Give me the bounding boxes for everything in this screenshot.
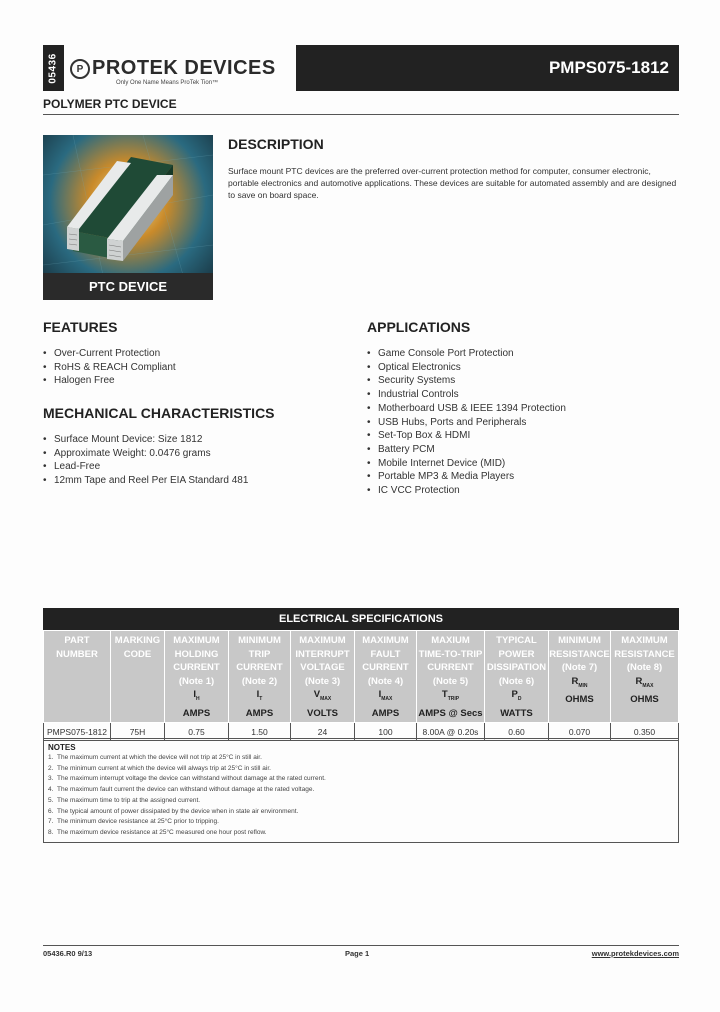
note-item <box>48 785 674 796</box>
symbol-subscript: T <box>259 696 263 703</box>
mechanical-item: • Approximate Weight: 0.0476 grams <box>43 447 248 461</box>
spec-header-line: MINIMUM <box>238 635 281 646</box>
application-item: • Set-Top Box & HDMI <box>367 429 566 443</box>
spec-header-line: VOLTAGE <box>300 662 345 674</box>
spec-cell: 0.350 <box>611 723 679 741</box>
spec-header-unit: OHMS <box>630 694 659 706</box>
spec-header-line: (Note 2) <box>241 675 278 687</box>
spec-header-unit: WATTS <box>500 707 533 719</box>
mechanical-item: • Surface Mount Device: Size 1812 <box>43 433 248 447</box>
spec-header-cell <box>355 631 417 723</box>
note-text: The maximum current at which the device will not trip at 25°C in still air. <box>57 754 262 761</box>
mechanical-list <box>43 433 248 488</box>
note-number: 6. <box>48 807 54 815</box>
applications-heading: APPLICATIONS <box>367 319 471 335</box>
spec-header-line: MARKING <box>114 635 161 646</box>
note-item <box>48 796 674 807</box>
spec-header-unit: OHMS <box>565 694 594 706</box>
note-number: 2. <box>48 764 54 772</box>
application-item: • Portable MP3 & Media Players <box>367 470 566 484</box>
symbol-letter: T <box>441 689 448 701</box>
header-divider <box>43 114 679 115</box>
description-text: Surface mount PTC devices are the preferred over-current protection method for computer, consumer electronic, portable electronics and automotive applications. These devices are suitable for automated assembly and are designed to save on board space. <box>228 166 677 200</box>
spec-header-line: CURRENT <box>173 662 220 674</box>
spec-header-line: MAXIUM <box>431 635 470 646</box>
description-heading: DESCRIPTION <box>228 136 324 152</box>
spec-header-unit: AMPS <box>245 707 274 719</box>
spec-cell: 24 <box>291 723 355 741</box>
spec-header-cell <box>485 631 549 723</box>
notes-heading: NOTES <box>48 743 76 752</box>
symbol-letter: I <box>193 689 196 701</box>
note-item <box>48 807 674 818</box>
spec-header-line: MAXIMUM <box>299 635 346 646</box>
note-item <box>48 764 674 775</box>
image-caption: PTC DEVICE <box>43 273 213 300</box>
spec-header-line: POWER <box>498 648 535 660</box>
note-text: The minimum current at which the device will always trip at 25°C in still air. <box>57 764 271 772</box>
spec-header-line: NUMBER <box>56 648 98 660</box>
spec-header-line: (Note 5) <box>432 675 469 687</box>
spec-header-line: (Note 3) <box>304 675 341 687</box>
spec-header-line: CURRENT <box>427 662 474 674</box>
spec-header-line: DISSIPATION <box>486 662 547 674</box>
application-item: • Battery PCM <box>367 443 566 457</box>
product-category: POLYMER PTC DEVICE <box>43 97 177 111</box>
spec-header-line: MINIMUM <box>558 635 601 646</box>
application-item: • Industrial Controls <box>367 388 566 402</box>
brand-name: PROTEK DEVICES <box>92 57 276 79</box>
application-item: • Motherboard USB & IEEE 1394 Protection <box>367 402 566 416</box>
spec-cell: 75H <box>111 723 165 741</box>
spec-header-cell <box>165 631 229 723</box>
feature-item: • Over-Current Protection <box>43 347 176 361</box>
spec-header-symbol <box>611 675 678 693</box>
logo-mark-icon: P <box>70 59 90 79</box>
spec-header-cell <box>291 631 355 723</box>
application-item: • Mobile Internet Device (MID) <box>367 457 566 471</box>
note-text: The maximum fault current the device can withstand without damage at the rated voltage. <box>57 786 315 794</box>
spec-header-cell <box>111 631 165 723</box>
footer-doc-revision: 05436.R0 9/13 <box>43 949 93 958</box>
note-text: The maximum device resistance at 25°C measured one hour post reflow. <box>57 828 267 836</box>
spec-header-symbol <box>355 688 416 706</box>
note-number: 5. <box>48 796 54 804</box>
symbol-letter: R <box>571 675 579 687</box>
spec-header-symbol <box>417 688 484 706</box>
applications-list <box>367 347 566 498</box>
symbol-letter: I <box>378 689 382 701</box>
note-item <box>48 753 674 764</box>
spec-header-cell <box>549 631 611 723</box>
note-text: The maximum interrupt voltage the device can withstand without damage at the rated current. <box>57 775 326 783</box>
spec-header-line: (Note 8) <box>626 662 663 674</box>
note-number: 1. <box>48 754 54 761</box>
spec-header-line: CODE <box>123 648 152 660</box>
spec-header-symbol <box>549 675 610 693</box>
application-item: • USB Hubs, Ports and Peripherals <box>367 416 566 430</box>
note-text: The maximum time to trip at the assigned current. <box>57 796 201 804</box>
spec-header-row <box>44 631 679 723</box>
spec-header-line: CURRENT <box>362 662 409 674</box>
spec-header-cell <box>417 631 485 723</box>
features-heading: FEATURES <box>43 319 118 335</box>
symbol-subscript: MIN <box>578 682 588 689</box>
note-text: The minimum device resistance at 25°C prior to tripping. <box>57 818 219 826</box>
spec-header-line: HOLDING <box>174 648 219 660</box>
spec-header-line: RESISTANCE <box>549 648 610 660</box>
spec-header-line: TIME-TO-TRIP <box>418 648 483 660</box>
spec-cell: 0.070 <box>549 723 611 741</box>
application-item: • IC VCC Protection <box>367 484 566 498</box>
mechanical-heading: MECHANICAL CHARACTERISTICS <box>43 405 275 421</box>
symbol-letter: R <box>635 675 643 687</box>
note-number: 7. <box>48 818 54 826</box>
spec-cell: 1.50 <box>229 723 291 741</box>
spec-table-title: ELECTRICAL SPECIFICATIONS <box>43 608 679 630</box>
note-item <box>48 828 674 839</box>
spec-header-line: (Note 6) <box>498 675 535 687</box>
spec-header-line: (Note 4) <box>367 675 404 687</box>
part-number-title: PMPS075-1812 <box>548 58 669 77</box>
footer-website-link[interactable]: www.protekdevices.com <box>591 949 679 958</box>
spec-header-line: CURRENT <box>236 662 283 674</box>
note-text: The typical amount of power dissipated by the device when in state air environment. <box>57 807 299 815</box>
spec-header-line: MAXIMUM <box>621 635 668 646</box>
symbol-letter: I <box>256 689 260 701</box>
spec-header-unit: AMPS <box>182 707 211 719</box>
part-number-banner <box>296 45 679 91</box>
spec-header-cell <box>44 631 111 723</box>
notes-box <box>43 738 679 843</box>
spec-header-unit: AMPS <box>371 707 400 719</box>
spec-header-line: FAULT <box>370 648 401 660</box>
symbol-subscript: MAX <box>642 682 654 689</box>
spec-header-line: RESISTANCE <box>614 648 675 660</box>
feature-item: • RoHS & REACH Compliant <box>43 361 176 375</box>
spec-header-line: INTERRUPT <box>295 648 350 660</box>
document-number-tab <box>43 45 64 91</box>
spec-cell: PMPS075-1812 <box>44 723 111 741</box>
symbol-subscript: MAX <box>381 696 393 703</box>
application-item: • Optical Electronics <box>367 361 566 375</box>
spec-header-line: (Note 1) <box>178 675 215 687</box>
symbol-subscript: H <box>196 696 200 703</box>
footer-divider <box>43 945 679 946</box>
product-image <box>43 135 213 300</box>
spec-cell: 0.75 <box>165 723 229 741</box>
symbol-subscript: MAX <box>320 696 332 703</box>
spec-header-cell <box>611 631 679 723</box>
note-number: 4. <box>48 786 54 794</box>
company-logo <box>66 45 296 91</box>
spec-header-line: PART <box>64 635 90 646</box>
application-item: • Game Console Port Protection <box>367 347 566 361</box>
spec-header-cell <box>229 631 291 723</box>
application-item: • Security Systems <box>367 374 566 388</box>
note-item <box>48 817 674 828</box>
spec-header-line: (Note 7) <box>561 662 598 674</box>
features-list <box>43 347 176 388</box>
spec-header-line: TRIP <box>248 648 271 660</box>
spec-header-line: MAXIMUM <box>173 635 220 646</box>
symbol-letter: V <box>313 689 321 701</box>
footer-page-number: Page 1 <box>345 949 370 958</box>
spec-cell: 8.00A @ 0.20s <box>417 723 485 741</box>
mechanical-item: • 12mm Tape and Reel Per EIA Standard 481 <box>43 474 248 488</box>
note-number: 3. <box>48 775 54 783</box>
mechanical-item: • Lead-Free <box>43 460 248 474</box>
spec-cell: 100 <box>355 723 417 741</box>
spec-header-symbol <box>291 688 354 706</box>
brand-tagline: Only One Name Means ProTek Tion™ <box>116 80 219 86</box>
feature-item: • Halogen Free <box>43 374 176 388</box>
document-number: 05436 <box>48 52 59 84</box>
notes-list <box>48 753 674 839</box>
note-number: 8. <box>48 828 54 836</box>
spec-header-symbol <box>165 688 228 706</box>
symbol-subscript: D <box>517 696 522 703</box>
symbol-subscript: TRIP <box>447 696 460 703</box>
electrical-spec-table <box>43 630 679 741</box>
symbol-letter: P <box>511 689 518 701</box>
spec-header-line: TYPICAL <box>496 635 537 646</box>
note-item <box>48 774 674 785</box>
spec-header-unit: AMPS @ Secs <box>418 707 483 719</box>
spec-header-symbol <box>485 688 548 706</box>
spec-header-unit: VOLTS <box>307 707 338 719</box>
spec-header-symbol <box>229 688 290 706</box>
spec-cell: 0.60 <box>485 723 549 741</box>
spec-header-line: MAXIMUM <box>362 635 409 646</box>
